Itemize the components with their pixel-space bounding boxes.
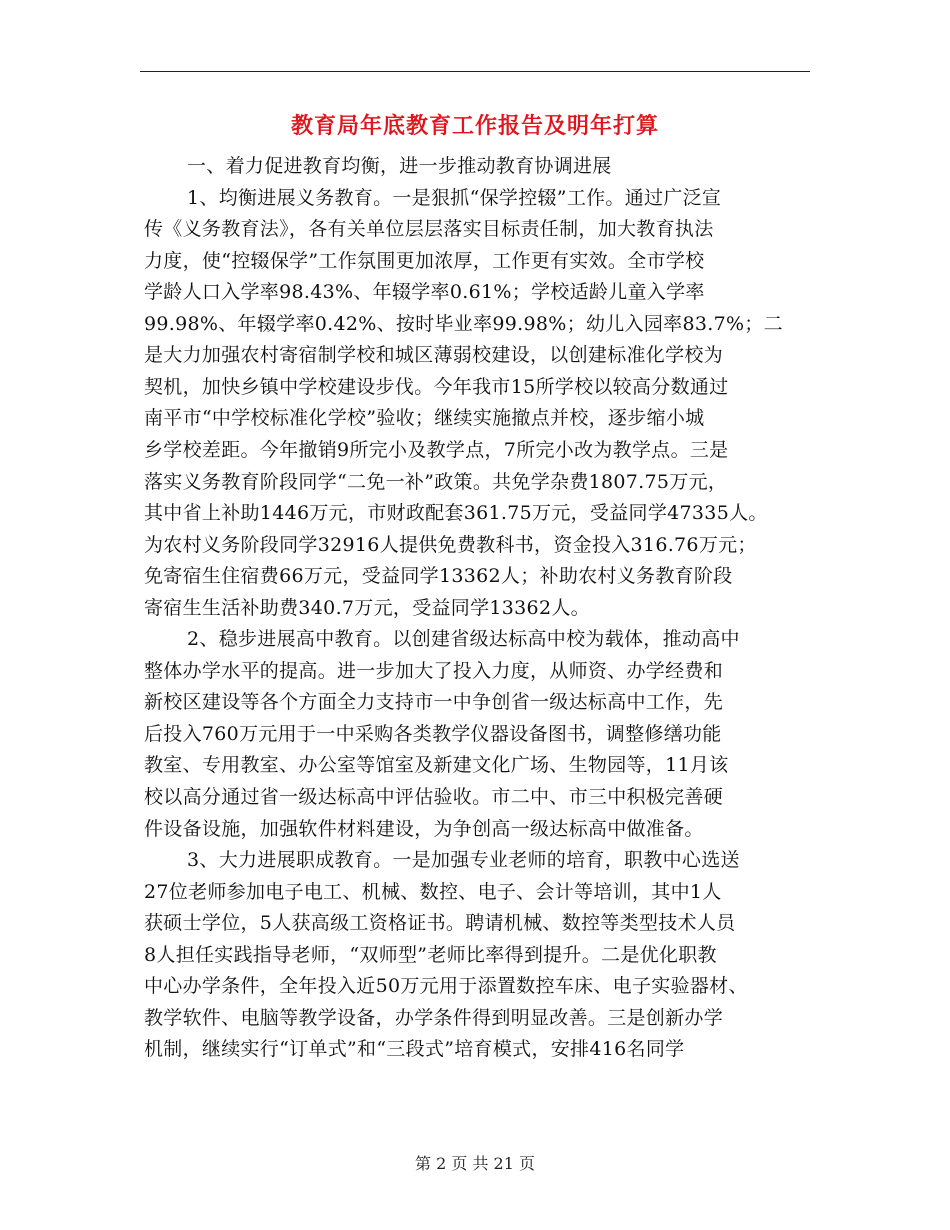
body-line: 2、稳步进展高中教育。以创建省级达标高中校为载体，推动高中: [187, 628, 740, 651]
body-line: 教学软件、电脑等教学设备，办学条件得到明显改善。三是创新办学: [144, 1006, 724, 1029]
body-line: 为农村义务阶段同学32916人提供免费教科书，资金投入316.76万元；: [144, 533, 757, 556]
body-line: 契机，加快乡镇中学校建设步伐。今年我市15所学校以较高分数通过: [144, 375, 729, 398]
body-line: 27位老师参加电子电工、机械、数控、电子、会计等培训，其中1人: [144, 880, 722, 903]
body-line: 落实义务教育阶段同学“二免一补”政策。共免学杂费1807.75万元，: [144, 470, 728, 493]
body-line: 南平市“中学校标准化学校”验收；继续实施撤点并校，逐步缩小城: [144, 407, 705, 430]
page-footer: 第 2 页 共 21 页: [415, 1154, 535, 1173]
body-line: 机制，继续实行“订单式”和“三段式”培育模式，安排416名同学: [144, 1038, 685, 1061]
body-line: 后投入760万元用于一中采购各类教学仪器设备图书，调整修缮功能: [144, 722, 722, 745]
body-line: 是大力加强农村寄宿制学校和城区薄弱校建设，以创建标准化学校为: [144, 344, 724, 367]
body-line: 99.98%、年辍学率0.42%、按时毕业率99.98%；幼儿入园率83.7%；二: [144, 312, 783, 335]
document-title: 教育局年底教育工作报告及明年打算: [290, 113, 659, 139]
body-line: 件设备设施，加强软件材料建设，为争创高一级达标高中做准备。: [144, 817, 704, 840]
body-line: 中心办学条件，全年投入近50万元用于添置数控车床、电子实验器材、: [144, 975, 748, 998]
body-line: 寄宿生生活补助费340.7万元，受益同学13362人。: [144, 596, 590, 619]
body-line: 免寄宿生住宿费66万元，受益同学13362人；补助农村义务教育阶段: [144, 565, 733, 588]
body-line: 整体办学水平的提高。进一步加大了投入力度，从师资、办学经费和: [144, 659, 724, 682]
header-rule: [140, 71, 810, 72]
body-line: 获硕士学位，5人获高级工资格证书。聘请机械、数控等类型技术人员: [144, 912, 736, 935]
body-line: 学龄人口入学率98.43%、年辍学率0.61%；学校适龄儿童入学率: [144, 281, 705, 304]
body-line: 传《义务教育法》，各有关单位层层落实目标责任制，加大教育执法: [144, 218, 714, 241]
body-line: 3、大力进展职成教育。一是加强专业老师的培育，职教中心选送: [187, 849, 740, 872]
body-line: 校以高分通过省一级达标高中评估验收。市二中、市三中积极完善硬: [144, 786, 724, 808]
body-line: 8人担任实践指导老师，“双师型”老师比率得到提升。二是优化职教: [144, 943, 717, 966]
body-line: 力度，使“控辍保学”工作氛围更加浓厚，工作更有实效。全市学校: [144, 249, 705, 272]
body-line: 其中省上补助1446万元，市财政配套361.75万元，受益同学47335人。: [144, 502, 768, 525]
body-line: 一、着力促进教育均衡，进一步推动教育协调进展: [187, 155, 612, 177]
body-line: 新校区建设等各个方面全力支持市一中争创省一级达标高中工作，先: [144, 691, 724, 714]
body-line: 1、均衡进展义务教育。一是狠抓“保学控辍”工作。通过广泛宣: [187, 186, 722, 209]
body-line: 教室、专用教室、办公室等馆室及新建文化广场、生物园等，11月该: [144, 754, 729, 777]
body-line: 乡学校差距。今年撤销9所完小及教学点，7所完小改为教学点。三是: [144, 438, 729, 461]
